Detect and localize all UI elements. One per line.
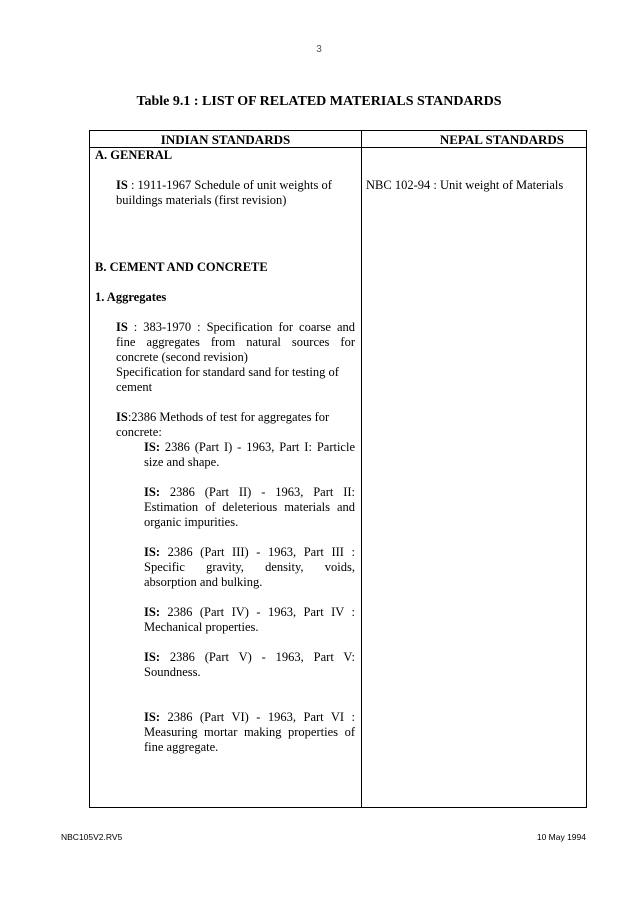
standard-sand-entry: Specification for standard sand for testing of cement [116, 365, 339, 394]
header-nepal-standards [362, 132, 586, 147]
is1911-text: : 1911-1967 Schedule of unit weights of buildings materials (first revision) [116, 178, 332, 207]
column-divider [361, 131, 362, 807]
is2386-part3-entry [144, 545, 355, 590]
is383-prefix: IS [116, 320, 128, 334]
page-number: 3 [316, 44, 322, 55]
is383-entry [116, 320, 355, 365]
part-text: 2386 (Part V) - 1963, Part V: Soundness. [144, 650, 355, 679]
part-text: 2386 (Part VI) - 1963, Part VI : Measuring mortar making properties of fine aggregate. [144, 710, 355, 754]
part-prefix: IS: [144, 485, 160, 499]
table-title: Table 9.1 : LIST OF RELATED MATERIALS STANDARDS [136, 94, 502, 109]
part-text: 2386 (Part II) - 1963, Part II: Estimation of deleterious materials and organic impurities. [144, 485, 355, 529]
is2386-part4-entry [144, 605, 355, 635]
part-prefix: IS: [144, 545, 160, 559]
is1911-entry [116, 178, 355, 208]
is2386-part2-entry [144, 485, 355, 530]
is2386-prefix: IS [116, 410, 128, 424]
is383-text: : 383-1970 : Specification for coarse and fine aggregates from natural sources for concrete (second revision) [116, 320, 355, 364]
is2386-part1-entry [144, 440, 355, 470]
part-text: 2386 (Part I) - 1963, Part I: Particle size and shape. [144, 440, 355, 469]
is2386-part6-entry [144, 710, 355, 755]
section-b-title: B. CEMENT AND CONCRETE [95, 260, 268, 274]
part-prefix: IS: [144, 710, 160, 724]
footer-date: 10 May 1994 [536, 832, 586, 842]
is1911-prefix: IS [116, 178, 128, 192]
section-a-title: A. GENERAL [95, 148, 173, 162]
is2386-text: :2386 Methods of test for aggregates for concrete: [116, 410, 330, 439]
part-prefix: IS: [144, 650, 160, 664]
footer-document-code: NBC105V2.RV5 [61, 832, 123, 842]
is2386-part5-entry [144, 650, 355, 680]
indian-standards-cell [95, 148, 355, 768]
part-text: 2386 (Part III) - 1963, Part III : Specific gravity, density, voids, absorption and bulking. [144, 545, 355, 589]
section-b1-title: 1. Aggregates [95, 290, 167, 304]
part-prefix: IS: [144, 605, 160, 619]
header-indian-standards: INDIAN STANDARDS [160, 132, 291, 147]
part-prefix: IS: [144, 440, 160, 454]
nbc102-entry: NBC 102-94 : Unit weight of Materials [366, 178, 564, 192]
header-nepal-label: NEPAL STANDARDS [439, 132, 564, 147]
nepal-standards-cell [366, 148, 584, 206]
standards-table [89, 130, 587, 808]
is2386-entry [116, 410, 355, 440]
part-text: 2386 (Part IV) - 1963, Part IV : Mechanical properties. [144, 605, 355, 634]
